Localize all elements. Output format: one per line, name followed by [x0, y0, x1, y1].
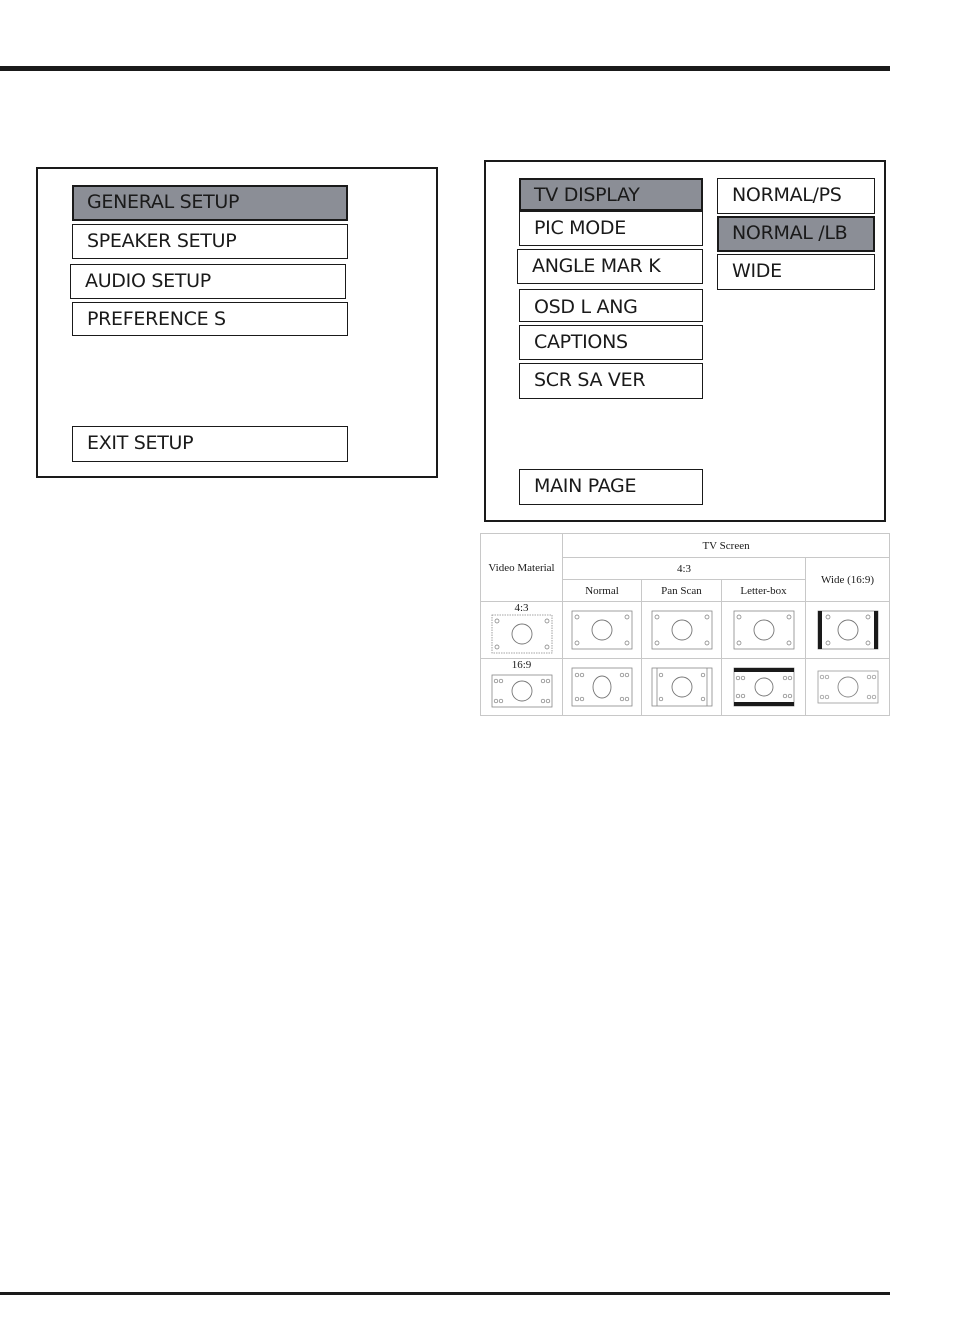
menu-item-pic-mode[interactable]: PIC MODE [519, 211, 703, 246]
menu-item-speaker-setup[interactable]: SPEAKER SETUP [72, 224, 348, 259]
screen-wide-169-icon [817, 667, 879, 707]
tv-screen-header: TV Screen [563, 534, 890, 558]
col-letter-box: Letter-box [722, 580, 806, 602]
letterbox-43-cell [722, 602, 806, 659]
table-row [481, 602, 890, 659]
main-page-button[interactable]: MAIN PAGE [519, 469, 703, 505]
normal-169-cell [563, 659, 642, 716]
top-rule [0, 66, 890, 71]
exit-setup-button[interactable]: EXIT SETUP [72, 426, 348, 462]
screen-letterbox-169-icon [733, 667, 795, 707]
ratio-43-header: 4:3 [563, 558, 806, 580]
menu-item-general-setup[interactable]: GENERAL SETUP [72, 185, 348, 221]
col-pan-scan: Pan Scan [642, 580, 722, 602]
option-normal-ps[interactable]: NORMAL/PS [717, 178, 875, 214]
option-wide[interactable]: WIDE [717, 254, 875, 290]
panscan-169-cell [642, 659, 722, 716]
menu-item-screen-saver[interactable]: SCR SA VER [519, 363, 703, 399]
general-setup-menu [484, 160, 886, 522]
menu-item-angle-mark[interactable]: ANGLE MAR K [517, 249, 703, 284]
row-label-43: 4:3 [514, 602, 529, 614]
screen-letterbox-43-icon [733, 610, 795, 650]
menu-item-preferences[interactable]: PREFERENCE S [72, 302, 348, 336]
wide-43-cell [806, 602, 890, 659]
screen-panscan-43-icon [651, 610, 713, 650]
wide-169-cell [806, 659, 890, 716]
source-169-cell [481, 659, 563, 716]
option-normal-lb[interactable]: NORMAL /LB [717, 216, 875, 252]
panscan-43-cell [642, 602, 722, 659]
screen-169-source-icon [491, 671, 553, 711]
screen-43-source-icon [491, 614, 553, 654]
row-label-169: 16:9 [511, 659, 532, 671]
source-43-cell [481, 602, 563, 659]
table-row [481, 659, 890, 716]
aspect-ratio-table [480, 533, 890, 716]
screen-panscan-169-icon [651, 667, 713, 707]
col-normal: Normal [563, 580, 642, 602]
normal-43-cell [563, 602, 642, 659]
screen-wide-43-pillarbox-icon [817, 610, 879, 650]
wide-header: Wide (16:9) [806, 558, 890, 602]
screen-normal-169-icon [571, 667, 633, 707]
setup-main-menu [36, 167, 438, 478]
screen-normal-43-icon [571, 610, 633, 650]
menu-item-tv-display[interactable]: TV DISPLAY [519, 178, 703, 211]
menu-item-osd-lang[interactable]: OSD L ANG [519, 289, 703, 322]
menu-item-captions[interactable]: CAPTIONS [519, 325, 703, 360]
bottom-rule [0, 1292, 890, 1295]
letterbox-169-cell [722, 659, 806, 716]
video-material-header: Video Material [481, 534, 563, 602]
menu-item-audio-setup[interactable]: AUDIO SETUP [70, 264, 346, 299]
